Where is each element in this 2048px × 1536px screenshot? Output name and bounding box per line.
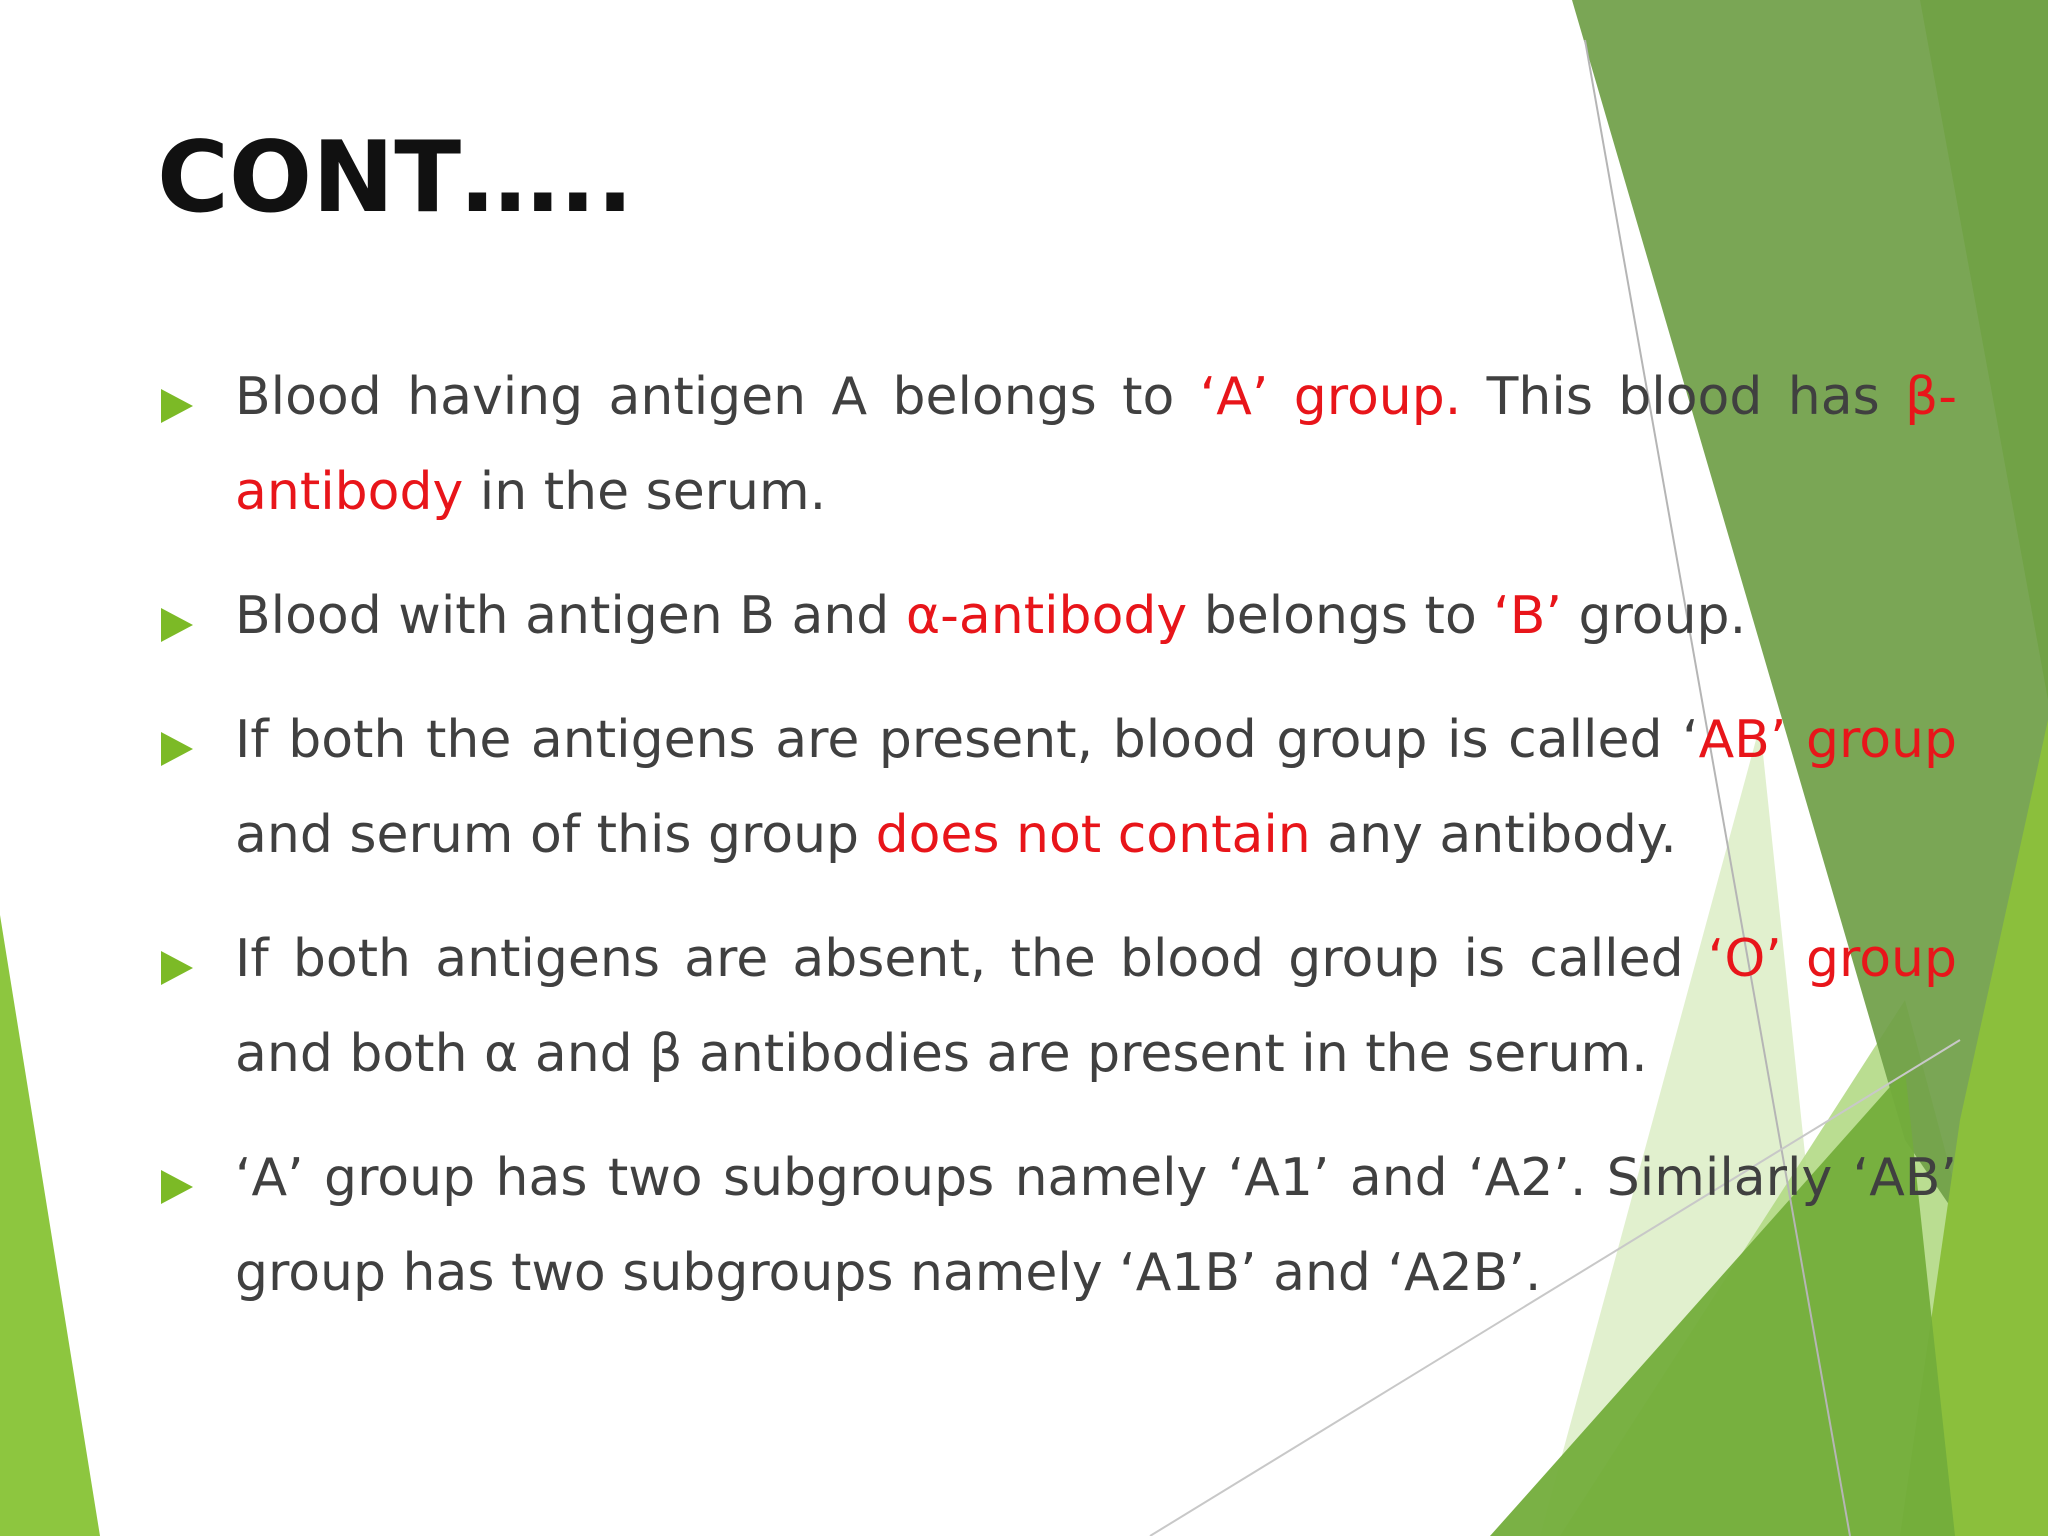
slide-title: CONT….. <box>157 121 634 235</box>
text-segment: and serum of this group <box>235 805 876 865</box>
bullet-list <box>157 350 1957 1350</box>
bullet-text <box>235 569 1957 664</box>
bullet-item <box>157 912 1957 1102</box>
bullet-item <box>157 569 1957 664</box>
highlighted-text: AB’ group <box>1698 710 1957 770</box>
highlighted-text: does not contain <box>875 805 1311 865</box>
bullet-item <box>157 350 1957 540</box>
bullet-item <box>157 693 1957 883</box>
text-segment: and both α and β antibodies are present in the serum. <box>235 1024 1648 1084</box>
triangle-bullet-icon <box>161 608 193 642</box>
text-segment: ‘A’ group has two subgroups namely ‘A1’ and ‘A2’. Similarly ‘AB’ group has two subgroups namely ‘A1B’ and ‘A2B’. <box>235 1148 1957 1303</box>
text-segment: Blood having antigen A belongs to <box>235 367 1200 427</box>
text-segment: If both the antigens are present, blood group is called ‘ <box>235 710 1699 770</box>
text-segment: in the serum. <box>463 462 827 522</box>
text-segment: Blood with antigen B and <box>235 586 906 646</box>
highlighted-text: β-antibody <box>235 367 1957 522</box>
bullet-text <box>235 693 1957 883</box>
text-segment: group. <box>1562 586 1747 646</box>
triangle-bullet-icon <box>161 732 193 766</box>
bullet-item <box>157 1131 1957 1321</box>
triangle-bullet-icon <box>161 389 193 423</box>
triangle-bullet-icon <box>161 951 193 985</box>
highlighted-text: α-antibody <box>905 586 1188 646</box>
bullet-text <box>235 912 1957 1102</box>
highlighted-text: ‘A’ group. <box>1199 367 1462 427</box>
text-segment: any antibody. <box>1310 805 1677 865</box>
highlighted-text: ‘B’ <box>1493 586 1563 646</box>
text-segment: This blood has <box>1461 367 1906 427</box>
highlighted-text: ‘O’ group <box>1707 929 1958 989</box>
text-segment: belongs to <box>1187 586 1494 646</box>
triangle-bullet-icon <box>161 1170 193 1204</box>
bullet-text <box>235 1131 1957 1321</box>
bullet-text <box>235 350 1957 540</box>
left-green-wedge <box>0 915 100 1536</box>
text-segment: If both antigens are absent, the blood group is called <box>235 929 1708 989</box>
